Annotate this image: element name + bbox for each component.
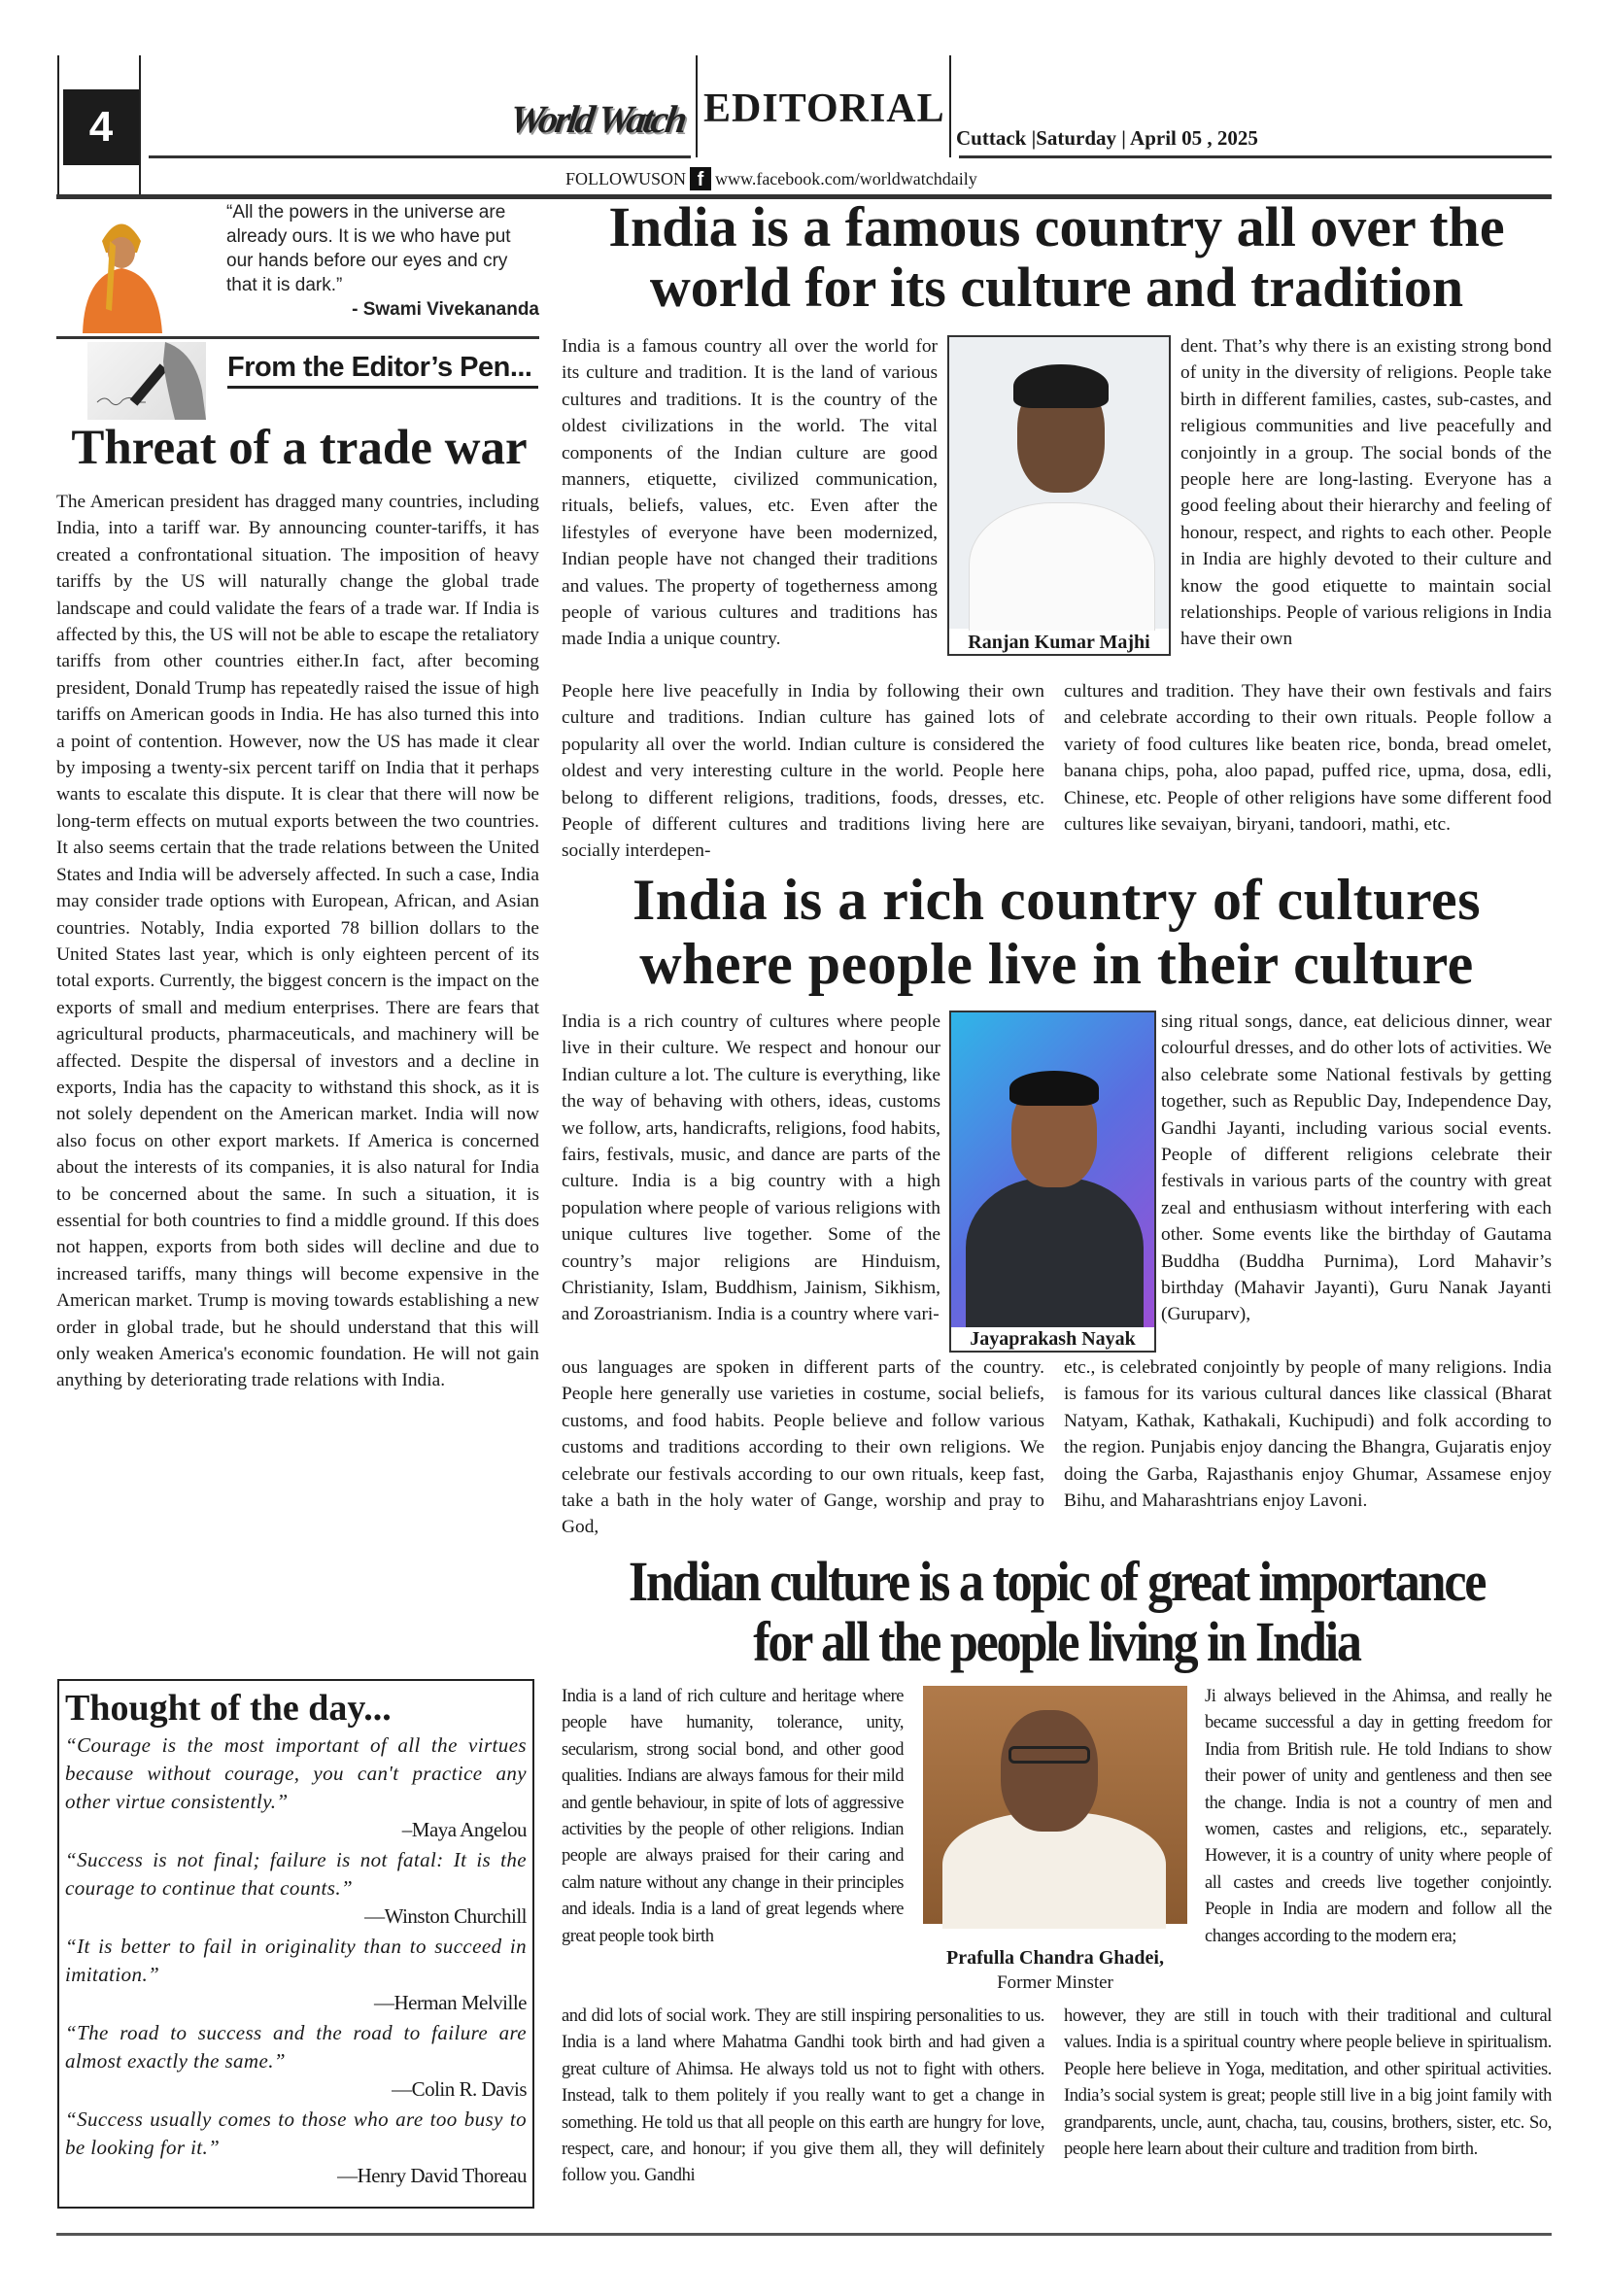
article-1-author-photo: [947, 335, 1171, 656]
article-1-text-bottom-right: cultures and tradition. They have their own festivals and fairs and celebrate according to their own rituals. People follow a variety of food cultures like beaten rice, bonda, bread omelet, banana chips, poha, aloo papad, puffed rice, upma, dosa, edli, Chinese, etc. People of other religions have some different food cultures like sevaiyan, biryani, tandoori, mathi, etc.: [1064, 681, 1552, 836]
photo-caption-title: Former Minster: [923, 1971, 1187, 1995]
editorial-body: The American president has dragged many countries, including India, into a tariff war. By announcing counter-tariffs, it has created a confrontational situation. The imposition of heavy tariffs by the US will naturally change the global trade landscape and could validate the fears of a trade war. If India is affected by this, the US will not be able to escape the retaliatory tariffs from other countries either.In fact, after becoming president, Donald Trump has repeatedly raised the issue of high tariffs on American goods in India. He has also turned this into a point of contention. However, now the US has made it clear by imposing a twenty-six percent tariff on India that it perhaps wants to escalate this dispute. It is clear that there will now be long-term effects on mutual exports between the two countries. It also seems certain that the trade relations between the United States and India will be adversely affected. In such a case, India may consider trade options with European, African, and Asian countries. Notably, India exported 78 billion dollars to the United States last year, which is only eighteen percent of its total exports. Currently, the biggest concern is the impact on the exports of small and medium enterprises. There are fears that agricultural products, pharmaceuticals, and machinery will be affected. Despite the dispersal of investors and a decline in exports, India has the capacity to withstand this shock, as it is not solely dependent on the American market. India will now also focus on other export markets. If America is concerned about the interests of its companies, it is also natural for India to be concerned about the same. In such a situation, it is essential for both countries to find a middle ground. If this does not happen, exports from both sides will decline and due to increased tariffs, many things will become expensive in the American market. Trump is moving towards establishing a new order in global trade, but he should understand that this will only weaken America's economic foundation. He will not gain anything by deteriorating trade relations with India.: [56, 492, 539, 1391]
article-1-headline: [562, 197, 1552, 318]
headline-line: India is a rich country of cultures: [632, 868, 1482, 932]
thought-author: –Maya Angelou: [401, 1818, 527, 1841]
thought-author: —Henry David Thoreau: [337, 2164, 527, 2187]
thought-title: Thought of the day...: [65, 1688, 392, 1729]
follow-label: FOLLOWUSON: [565, 168, 686, 188]
facebook-link[interactable]: www.facebook.com/worldwatchdaily: [715, 168, 977, 188]
headline-line: India is a famous country all over the: [608, 195, 1505, 258]
article-2-text-bottom-right: etc., is celebrated conjointly by people of many religions. India is famous for its various cultural dances like classical (Bharat Natyam, Kathak, Kathakali, Kuchipudi) and folk according to the region. Punjabis enjoy dancing the Bhangra, Gujaratis enjoy doing the Garba, Rajasthanis enjoy Ghumar, Assamese enjoy Bihu, and Maharashtrians enjoy Lavoni.: [1064, 1357, 1552, 1512]
swami-vivekananda-portrait: [73, 202, 170, 333]
photo-caption: Ranjan Kumar Majhi: [949, 631, 1169, 654]
pen-writing-image: [87, 342, 206, 420]
masthead-logo: World Watch: [506, 97, 688, 141]
follow-us-line: [565, 167, 977, 190]
thought-quote: “The road to success and the road to failure are almost exactly the same.”: [65, 2021, 527, 2073]
header-rule: [959, 155, 1552, 158]
article-1-text-top-right: dent. That’s why there is an existing strong bond of unity in the diversity of religions. People take birth in different families, castes, sub-castes, and religious communities and live peacefully and conjointly in a group. The social bonds of the people here are long-lasting. Everyone has a good feeling about their hierarchy and feeling of honour, respect, and rights to each other. People in India are highly devoted to their culture and know the good etiquette to maintain social relationships. People of various religions in India have their own: [1180, 336, 1552, 650]
article-1-text-top-left: India is a famous country all over the world for its culture and tradition. It is the land of various cultures and traditions. It is the country of the oldest civilizations in the world. The vital components of the Indian culture are good manners, etiquette, civilized communication, rituals, beliefs, values, etc. Even after the lifestyles of everyone have been modernized, Indian people have not changed their traditions and values. The property of togetherness among people of various cultures and traditions has made India a unique country.: [562, 336, 938, 650]
article-3-author-photo: [923, 1686, 1187, 1995]
article-2-text-top-left: India is a rich country of cultures where people live in their culture. We respect and honour our Indian culture a lot. The culture is everything, like the way of behaving with others, ideas, customs we follow, arts, handicrafts, religions, food habits, fairs, festivals, music, and dance are parts of the culture. India is a big country with a high population where people of various religions with unique cultures live together. Some of the country’s major religions are Hinduism, Christianity, Islam, Buddhism, Jainism, Sikhism, and Zoroastrianism. India is a country where vari-: [562, 1011, 940, 1325]
article-2-headline: [562, 868, 1552, 996]
headline-line: Indian culture is a topic of great importance: [628, 1550, 1486, 1613]
thought-quote: “Success is not final; failure is not fatal: It is the courage to continue that counts.”: [65, 1848, 527, 1900]
headline-line: where people live in their culture: [639, 932, 1474, 996]
quote-author: - Swami Vivekananda: [352, 299, 539, 320]
header-rule: [149, 155, 691, 158]
article-3-headline: [611, 1552, 1502, 1672]
header-divider: [949, 55, 951, 157]
quote-text: “All the powers in the universe are already ours. It is we who have put our hands before our eyes and cry that it is dark.”: [226, 202, 511, 295]
thought-of-the-day-box: [57, 1679, 534, 2209]
quote-block: [226, 200, 539, 322]
section-title: EDITORIAL: [703, 86, 945, 131]
headline-line: for all the people living in India: [753, 1610, 1360, 1673]
footer-rule: [56, 2233, 1552, 2236]
page-number: 4: [63, 89, 139, 165]
thought-author: —Winston Churchill: [364, 1904, 527, 1928]
thought-quote: “It is better to fail in originality than to succeed in imitation.”: [65, 1935, 527, 1986]
thought-author: —Colin R. Davis: [392, 2077, 527, 2101]
article-2-author-photo: [949, 1011, 1156, 1353]
article-2-text-bottom-left: ous languages are spoken in different parts of the country. People here generally use varieties in costume, social beliefs, customs, and food habits. People believe and follow various customs and traditions according to their own religions. We celebrate our festivals according to our own rituals, keep fast, take a bath in the holy water of Gange, worship and pray to God,: [562, 1357, 1044, 1538]
article-2-text-top-right: sing ritual songs, dance, eat delicious dinner, wear colourful dresses, and do other lots of activities. We also celebrate some National festivals by getting together, such as Republic Day, Independence Day, Gandhi Jayanti, including various social events. People of different religions celebrate their festivals in various parts of the country with great zeal and enthusiasm without interfering with each other. Some events like the birthday of Gautama Buddha (Buddha Purnima), Lord Mahavir’s birthday (Mahavir Jayanti), Guru Nanak Jayanti (Guruparv),: [1161, 1011, 1552, 1325]
photo-caption: Jayaprakash Nayak: [951, 1327, 1154, 1351]
editorial-headline: Threat of a trade war: [71, 421, 528, 475]
article-3-text-top-right: Ji always believed in the Ahimsa, and really he became successful a day in getting freedom for India from British rule. He told Indians to show their power of unity and gentleness and then see the change. India is not a country of men and women, castes and religions, etc., separately. However, it is a country of unity where people of all castes and creeds live together conjointly. People in India are modern and follow all the changes according to the modern era;: [1205, 1687, 1552, 1946]
header-border-left: [57, 55, 59, 199]
article-1-text-bottom-left: People here live peacefully in India by following their own culture and traditions. Indian culture has gained lots of popularity all over the world. Indian culture is considered the oldest and very interesting culture in the world. People here belong to different religions, traditions, foods, dresses, etc. People of different cultures and traditions living here are socially interdepen-: [562, 681, 1044, 862]
thought-quote: “Success usually comes to those who are too busy to be looking for it.”: [65, 2108, 527, 2159]
photo-caption: Prafulla Chandra Ghadei,: [923, 1946, 1187, 1970]
article-3-text-bottom-left: and did lots of social work. They are still inspiring personalities to us. India is a land where Mahatma Gandhi took birth and had given a great culture of Ahimsa. He always told us not to fight with others. Instead, talk to them politely if you really want to get a change in something. He told us that all people on this earth are hungry for love, respect, care, and honour; if you give them all, they will definitely follow you. Gandhi: [562, 2006, 1044, 2186]
article-3-text-top-left: India is a land of rich culture and heritage where people have humanity, tolerance, unity, secularism, strong social bond, and other good qualities. Indians are always famous for their mild and gentle behaviour, in spite of lots of aggressive activities by the people of other religions. Indian people are always praised for their caring and calm nature without any change in their principles and ideals. India is a land of great legends where great people took birth: [562, 1687, 904, 1946]
editors-pen-label: From the Editor’s Pen...: [227, 352, 538, 389]
thought-author: —Herman Melville: [373, 1991, 527, 2014]
divider: [56, 336, 539, 339]
facebook-icon[interactable]: f: [690, 167, 711, 190]
header-divider: [696, 55, 698, 157]
headline-line: world for its culture and tradition: [649, 256, 1464, 319]
dateline: Cuttack |Saturday | April 05 , 2025: [956, 126, 1258, 150]
article-3-text-bottom-right: however, they are still in touch with their traditional and cultural values. India is a spiritual country where people believe in spiritualism. People here believe in Yoga, meditation, and other spiritual activities. India’s social system is great; people still live in a big joint family with grandparents, uncle, aunt, chacha, tau, cousins, brothers, sister, etc. So, people here learn about their culture and tradition from birth.: [1064, 2006, 1552, 2160]
header-divider: [139, 55, 141, 199]
thought-quote: “Courage is the most important of all the virtues because without courage, you can't practice any other virtue consistently.”: [65, 1733, 527, 1813]
